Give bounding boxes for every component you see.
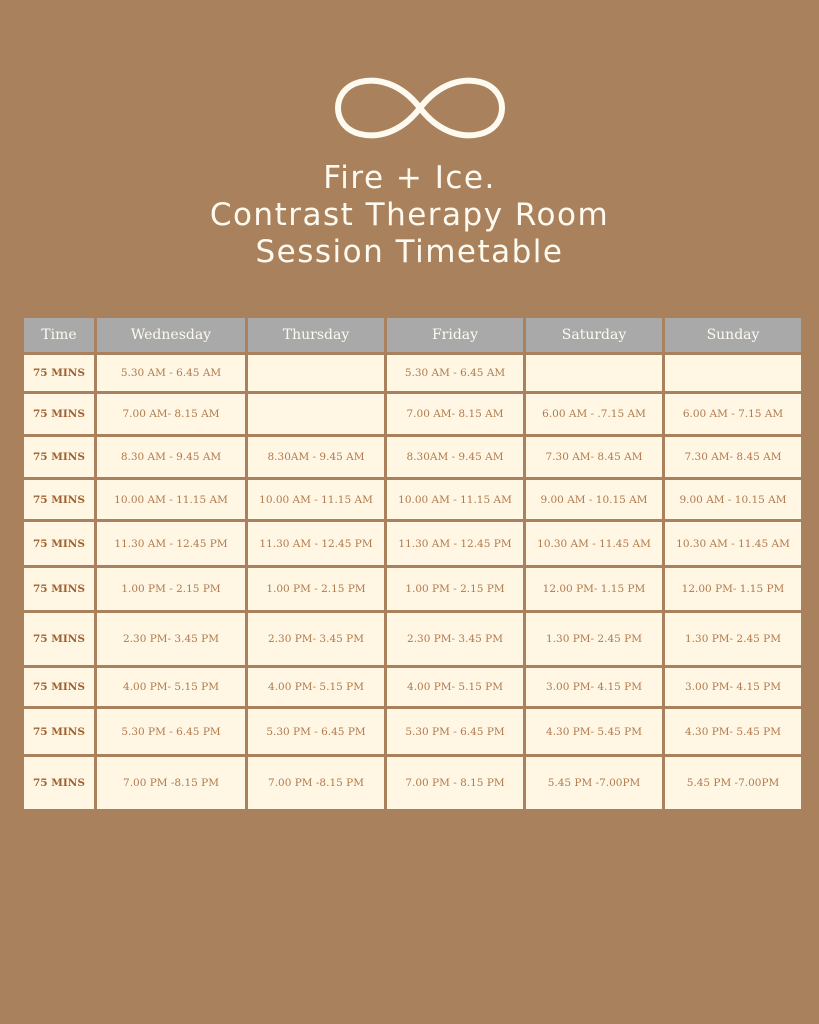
- session-cell-sunday: [665, 355, 801, 391]
- duration-cell: 75 MINS: [24, 757, 94, 809]
- session-cell-thursday: [248, 394, 384, 434]
- session-cell-saturday: 1.30 PM- 2.45 PM: [526, 613, 662, 665]
- session-cell-friday: 7.00 AM- 8.15 AM: [387, 394, 523, 434]
- session-cell-friday: 2.30 PM- 3.45 PM: [387, 613, 523, 665]
- session-cell-saturday: 6.00 AM - .7.15 AM: [526, 394, 662, 434]
- session-cell-saturday: 3.00 PM- 4.15 PM: [526, 668, 662, 706]
- table-row: [24, 568, 801, 610]
- session-cell-wednesday: 5.30 AM - 6.45 AM: [97, 355, 245, 391]
- session-cell-thursday: 5.30 PM - 6.45 PM: [248, 709, 384, 754]
- session-cell-sunday: 4.30 PM- 5.45 PM: [665, 709, 801, 754]
- session-cell-wednesday: 2.30 PM- 3.45 PM: [97, 613, 245, 665]
- session-cell-wednesday: 4.00 PM- 5.15 PM: [97, 668, 245, 706]
- session-cell-saturday: 7.30 AM- 8.45 AM: [526, 437, 662, 477]
- page-title: [0, 160, 819, 271]
- column-header-friday: Friday: [387, 318, 523, 352]
- table-row: [24, 522, 801, 565]
- session-cell-friday: 11.30 AM - 12.45 PM: [387, 522, 523, 565]
- session-cell-saturday: 5.45 PM -7.00PM: [526, 757, 662, 809]
- column-header-wednesday: Wednesday: [97, 318, 245, 352]
- session-cell-wednesday: 11.30 AM - 12.45 PM: [97, 522, 245, 565]
- session-timetable: [21, 315, 804, 812]
- table-row: [24, 668, 801, 706]
- session-cell-thursday: 1.00 PM - 2.15 PM: [248, 568, 384, 610]
- session-cell-wednesday: 7.00 PM -8.15 PM: [97, 757, 245, 809]
- session-cell-friday: 4.00 PM- 5.15 PM: [387, 668, 523, 706]
- session-cell-wednesday: 7.00 AM- 8.15 AM: [97, 394, 245, 434]
- session-cell-thursday: 2.30 PM- 3.45 PM: [248, 613, 384, 665]
- session-cell-friday: 5.30 AM - 6.45 AM: [387, 355, 523, 391]
- session-cell-sunday: 3.00 PM- 4.15 PM: [665, 668, 801, 706]
- duration-cell: 75 MINS: [24, 522, 94, 565]
- session-cell-wednesday: 8.30 AM - 9.45 AM: [97, 437, 245, 477]
- session-cell-thursday: 7.00 PM -8.15 PM: [248, 757, 384, 809]
- duration-cell: 75 MINS: [24, 568, 94, 610]
- table-row: [24, 480, 801, 519]
- duration-cell: 75 MINS: [24, 394, 94, 434]
- session-cell-saturday: 12.00 PM- 1.15 PM: [526, 568, 662, 610]
- session-cell-saturday: 4.30 PM- 5.45 PM: [526, 709, 662, 754]
- column-header-sunday: Sunday: [665, 318, 801, 352]
- column-header-saturday: Saturday: [526, 318, 662, 352]
- session-cell-sunday: 6.00 AM - 7.15 AM: [665, 394, 801, 434]
- session-cell-sunday: 10.30 AM - 11.45 AM: [665, 522, 801, 565]
- table-row: [24, 613, 801, 665]
- table-row: [24, 709, 801, 754]
- duration-cell: 75 MINS: [24, 480, 94, 519]
- title-line: Fire + Ice.: [323, 160, 496, 196]
- duration-cell: 75 MINS: [24, 437, 94, 477]
- session-cell-sunday: 5.45 PM -7.00PM: [665, 757, 801, 809]
- session-cell-thursday: 10.00 AM - 11.15 AM: [248, 480, 384, 519]
- session-cell-saturday: 9.00 AM - 10.15 AM: [526, 480, 662, 519]
- duration-cell: 75 MINS: [24, 355, 94, 391]
- table-row: [24, 355, 801, 391]
- table-row: [24, 437, 801, 477]
- session-cell-sunday: 9.00 AM - 10.15 AM: [665, 480, 801, 519]
- duration-cell: 75 MINS: [24, 709, 94, 754]
- infinity-icon: [334, 72, 506, 144]
- session-cell-sunday: 1.30 PM- 2.45 PM: [665, 613, 801, 665]
- session-cell-wednesday: 5.30 PM - 6.45 PM: [97, 709, 245, 754]
- session-cell-sunday: 7.30 AM- 8.45 AM: [665, 437, 801, 477]
- title-line: Contrast Therapy Room: [209, 197, 610, 233]
- header-row: [24, 318, 801, 352]
- session-cell-friday: 10.00 AM - 11.15 AM: [387, 480, 523, 519]
- column-header-time: Time: [24, 318, 94, 352]
- session-cell-friday: 1.00 PM - 2.15 PM: [387, 568, 523, 610]
- duration-cell: 75 MINS: [24, 613, 94, 665]
- duration-cell: 75 MINS: [24, 668, 94, 706]
- column-header-thursday: Thursday: [248, 318, 384, 352]
- session-cell-thursday: 11.30 AM - 12.45 PM: [248, 522, 384, 565]
- session-cell-saturday: 10.30 AM - 11.45 AM: [526, 522, 662, 565]
- title-line: Session Timetable: [255, 234, 564, 270]
- session-cell-friday: 5.30 PM - 6.45 PM: [387, 709, 523, 754]
- session-cell-friday: 8.30AM - 9.45 AM: [387, 437, 523, 477]
- table-row: [24, 757, 801, 809]
- session-cell-wednesday: 1.00 PM - 2.15 PM: [97, 568, 245, 610]
- session-cell-thursday: 8.30AM - 9.45 AM: [248, 437, 384, 477]
- session-cell-sunday: 12.00 PM- 1.15 PM: [665, 568, 801, 610]
- session-cell-thursday: [248, 355, 384, 391]
- session-cell-saturday: [526, 355, 662, 391]
- table-row: [24, 394, 801, 434]
- session-cell-wednesday: 10.00 AM - 11.15 AM: [97, 480, 245, 519]
- session-cell-thursday: 4.00 PM- 5.15 PM: [248, 668, 384, 706]
- session-cell-friday: 7.00 PM - 8.15 PM: [387, 757, 523, 809]
